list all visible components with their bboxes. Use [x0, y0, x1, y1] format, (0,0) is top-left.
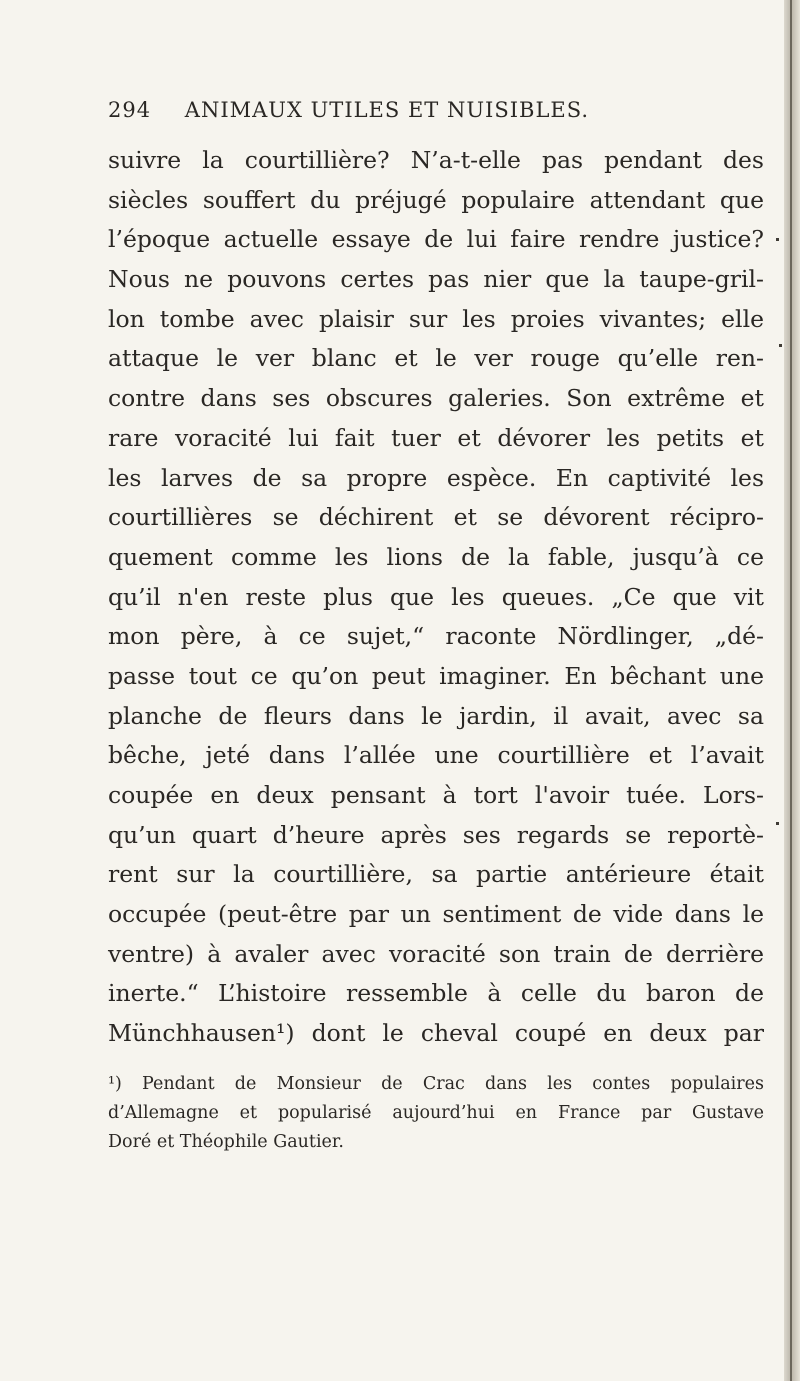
footnote-block	[108, 1070, 764, 1157]
page-number: 294	[108, 98, 152, 122]
text-line: ventre) à avaler avec voracité son train de derrière	[108, 939, 764, 968]
text-line: courtillières se déchirent et se dévorent récipro-	[108, 503, 764, 532]
ink-speck	[779, 344, 782, 347]
text-line: occupée (peut-être par un sentiment de vide dans le	[108, 900, 764, 929]
body-text	[108, 141, 764, 1054]
text-line: lon tombe avec plaisir sur les proies vivantes; elle	[108, 304, 764, 333]
text-line: suivre la courtillière? N’a-t-elle pas pendant des	[108, 146, 764, 174]
text-line: Münchhausen¹) dont le cheval coupé en deux par	[108, 1019, 764, 1048]
footnote-line: Doré et Théophile Gautier.	[108, 1132, 344, 1152]
text-line: bêche, jeté dans l’allée une courtillière et l’avait	[108, 741, 764, 770]
running-title: ANIMAUX UTILES ET NUISIBLES.	[184, 98, 590, 122]
text-line: les larves de sa propre espèce. En captivité les	[108, 463, 764, 492]
text-line: mon père, à ce sujet,“ raconte Nördlinger, „dé-	[108, 622, 764, 651]
running-header	[108, 98, 589, 122]
text-line: coupée en deux pensant à tort l'avoir tuée. Lors-	[108, 781, 764, 809]
footnote-line: d’Allemagne et popularisé aujourd’hui en France par Gustave	[108, 1103, 764, 1123]
text-line: contre dans ses obscures galeries. Son extrême et	[108, 384, 764, 413]
ink-speck	[776, 238, 779, 241]
text-line: quement comme les lions de la fable, jusqu’à ce	[108, 542, 764, 571]
ink-speck	[776, 822, 779, 825]
text-line: siècles souffert du préjugé populaire attendant que	[108, 185, 764, 214]
text-line: rare voracité lui fait tuer et dévorer les petits et	[108, 423, 764, 452]
text-line: planche de fleurs dans le jardin, il avait, avec sa	[108, 701, 764, 730]
text-line: qu’il n'en reste plus que les queues. „Ce que vit	[108, 582, 764, 611]
text-line: inerte.“ L’histoire ressemble à celle du baron de	[108, 979, 764, 1008]
page-edge-line	[790, 0, 792, 1381]
text-line: attaque le ver blanc et le ver rouge qu’elle ren-	[108, 344, 764, 373]
text-line: passe tout ce qu’on peut imaginer. En bêchant une	[108, 661, 764, 690]
text-line: rent sur la courtillière, sa partie antérieure était	[108, 860, 764, 889]
text-line: l’époque actuelle essaye de lui faire rendre justice?	[108, 225, 764, 254]
footnote-line: ¹) Pendant de Monsieur de Crac dans les contes populaires	[108, 1074, 764, 1094]
page-gutter-shadow	[784, 0, 800, 1381]
text-line: Nous ne pouvons certes pas nier que la taupe-gril-	[108, 265, 764, 294]
text-line: qu’un quart d’heure après ses regards se reportè-	[108, 820, 764, 849]
